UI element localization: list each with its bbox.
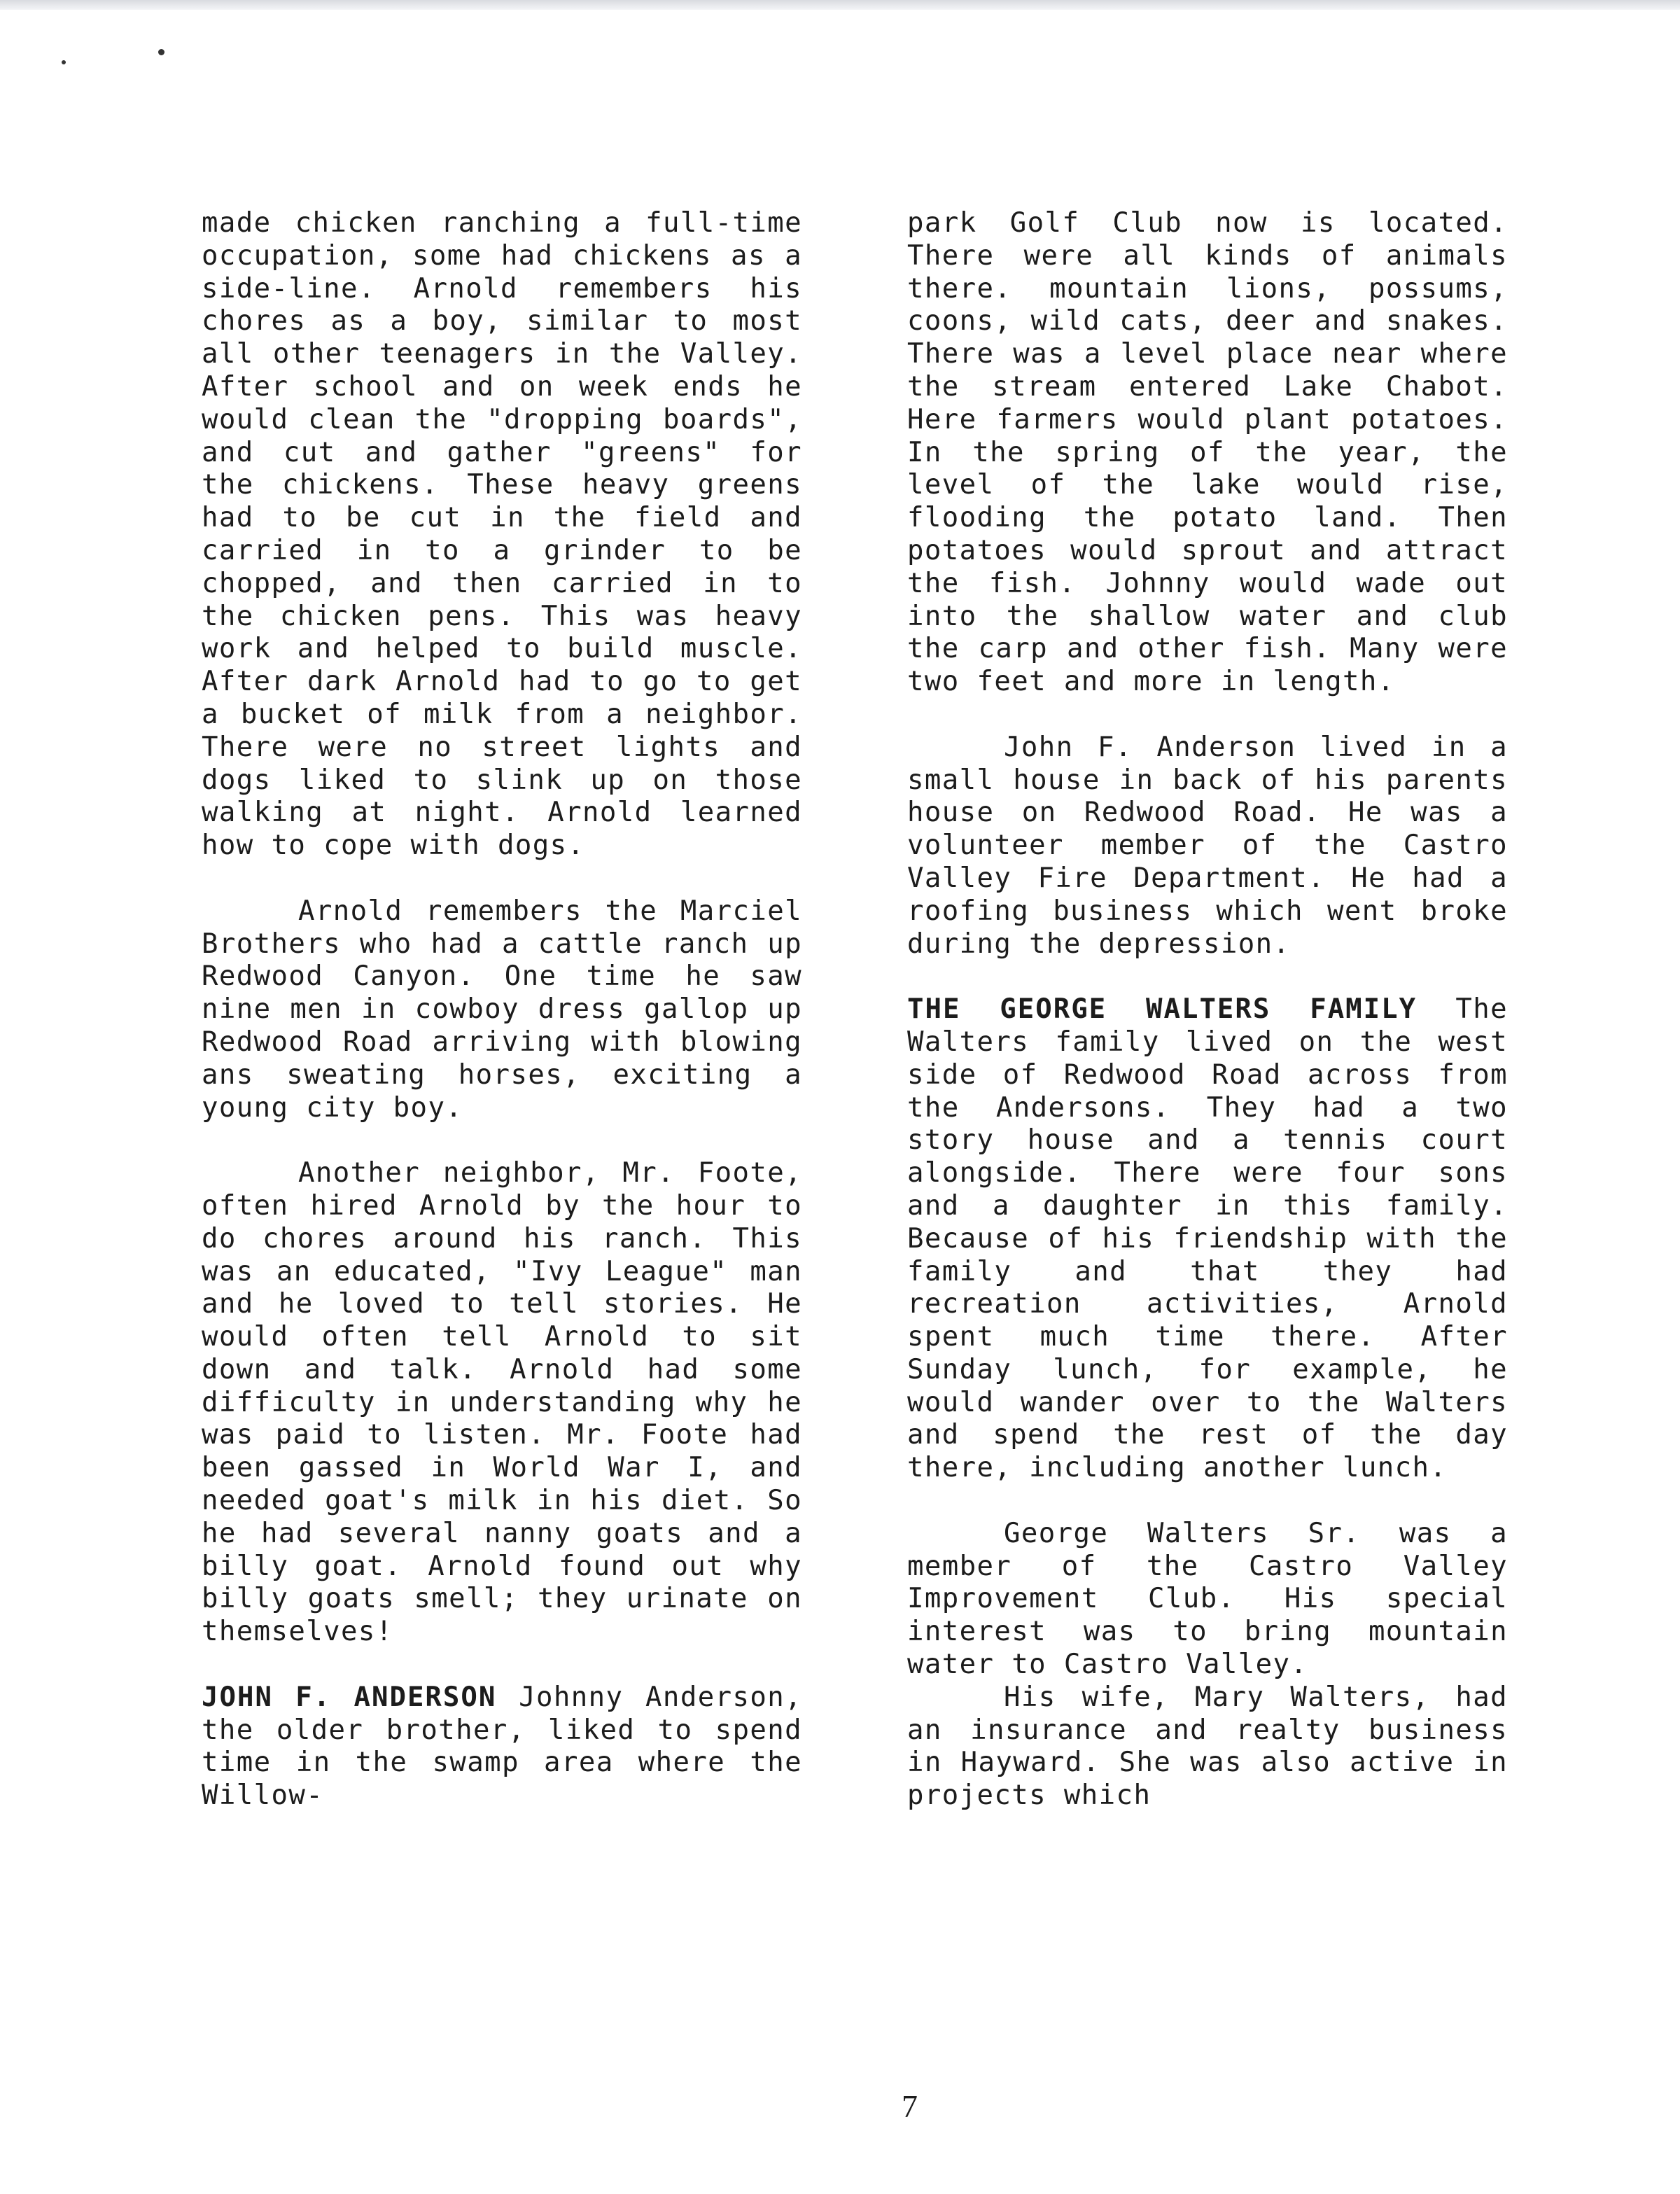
paragraph-george-walters-sr: George Walters Sr. was a member of the Castro Valley Improvement Club. His special interest was to bring mountain water to Castro Valley. — [907, 1517, 1508, 1681]
scan-top-edge — [0, 0, 1680, 10]
page-number: 7 — [902, 2088, 918, 2124]
section-heading-john-anderson: JOHN F. ANDERSON — [202, 1681, 497, 1713]
scan-speck — [158, 49, 164, 55]
section-heading-george-walters-family: THE GEORGE WALTERS FAMILY — [907, 993, 1418, 1026]
paragraph-walters-family — [907, 993, 1508, 1485]
paragraph-mr-foote: Another neighbor, Mr. Foote, often hired Arnold by the hour to do chores around his ranch. This was an educated, "Ivy League" man and he loved to tell stories. He would often tell Arnold to sit down and talk. Arnold had some difficulty in understanding why he was paid to listen. Mr. Foote had been gassed in World War I, and needed goat's milk in his diet. So he had several nanny goats and a billy goat. Arnold found out why billy goats smell; they urinate on themselves! — [202, 1157, 802, 1648]
paragraph-john-anderson-text: Johnny Anderson, the older brother, liked to spend time in the swamp area where the Willow- — [202, 1681, 802, 1812]
paragraph-john-anderson — [202, 1682, 802, 1812]
paragraph-marciel-brothers: Arnold remembers the Marciel Brothers who had a cattle ranch up Redwood Canyon. One time he saw nine men in cowboy dress gallop up Redwood Road arriving with blowing ans sweating horses, exciting a young city boy. — [202, 895, 802, 1124]
left-column — [202, 207, 802, 1845]
paragraph-john-anderson-house: John F. Anderson lived in a small house in back of his parents house on Redwood Road. He was a volunteer member of the Castro Valley Fire Department. He had a roofing business which went broke during the depression. — [907, 731, 1508, 960]
paragraph-mary-walters: His wife, Mary Walters, had an insurance and realty business in Hayward. She was also active in projects which — [907, 1681, 1508, 1812]
scan-speck — [62, 60, 66, 64]
paragraph-walters-family-text: The Walters family lived on the west side of Redwood Road across from the Andersons. They had a two story house and a tennis court alongside. There were four sons and a daughter in this family. Because of his friendship with the family and that they had recreation activities, Arnold spent much time there. After Sunday lunch, for example, he would wander over to the Walters and spend the rest of the day there, including another lunch. — [907, 993, 1508, 1484]
right-column — [907, 207, 1508, 1845]
paragraph-willowpark-animals: park Golf Club now is located. There were all kinds of animals there. mountain lions, possums, coons, wild cats, deer and snakes. There was a level place near where the stream entered Lake Chabot. Here farmers would plant potatoes. In the spring of the year, the level of the lake would rise, flooding the potato land. Then potatoes would sprout and attract the fish. Johnny would wade out into the shallow water and club the carp and other fish. Many were two feet and more in length. — [907, 207, 1508, 698]
paragraph-chicken-chores: made chicken ranching a full-time occupation, some had chickens as a side-line. Arnold remembers his chores as a boy, similar to most all other teenagers in the Valley. After school and on week ends he would clean the "dropping boards", and cut and gather "greens" for the chickens. These heavy greens had to be cut in the field and carried in to a grinder to be chopped, and then carried in to the chicken pens. This was heavy work and helped to build muscle. After dark Arnold had to go to get a bucket of milk from a neighbor. There were no street lights and dogs liked to slink up on those walking at night. Arnold learned how to cope with dogs. — [202, 207, 802, 862]
